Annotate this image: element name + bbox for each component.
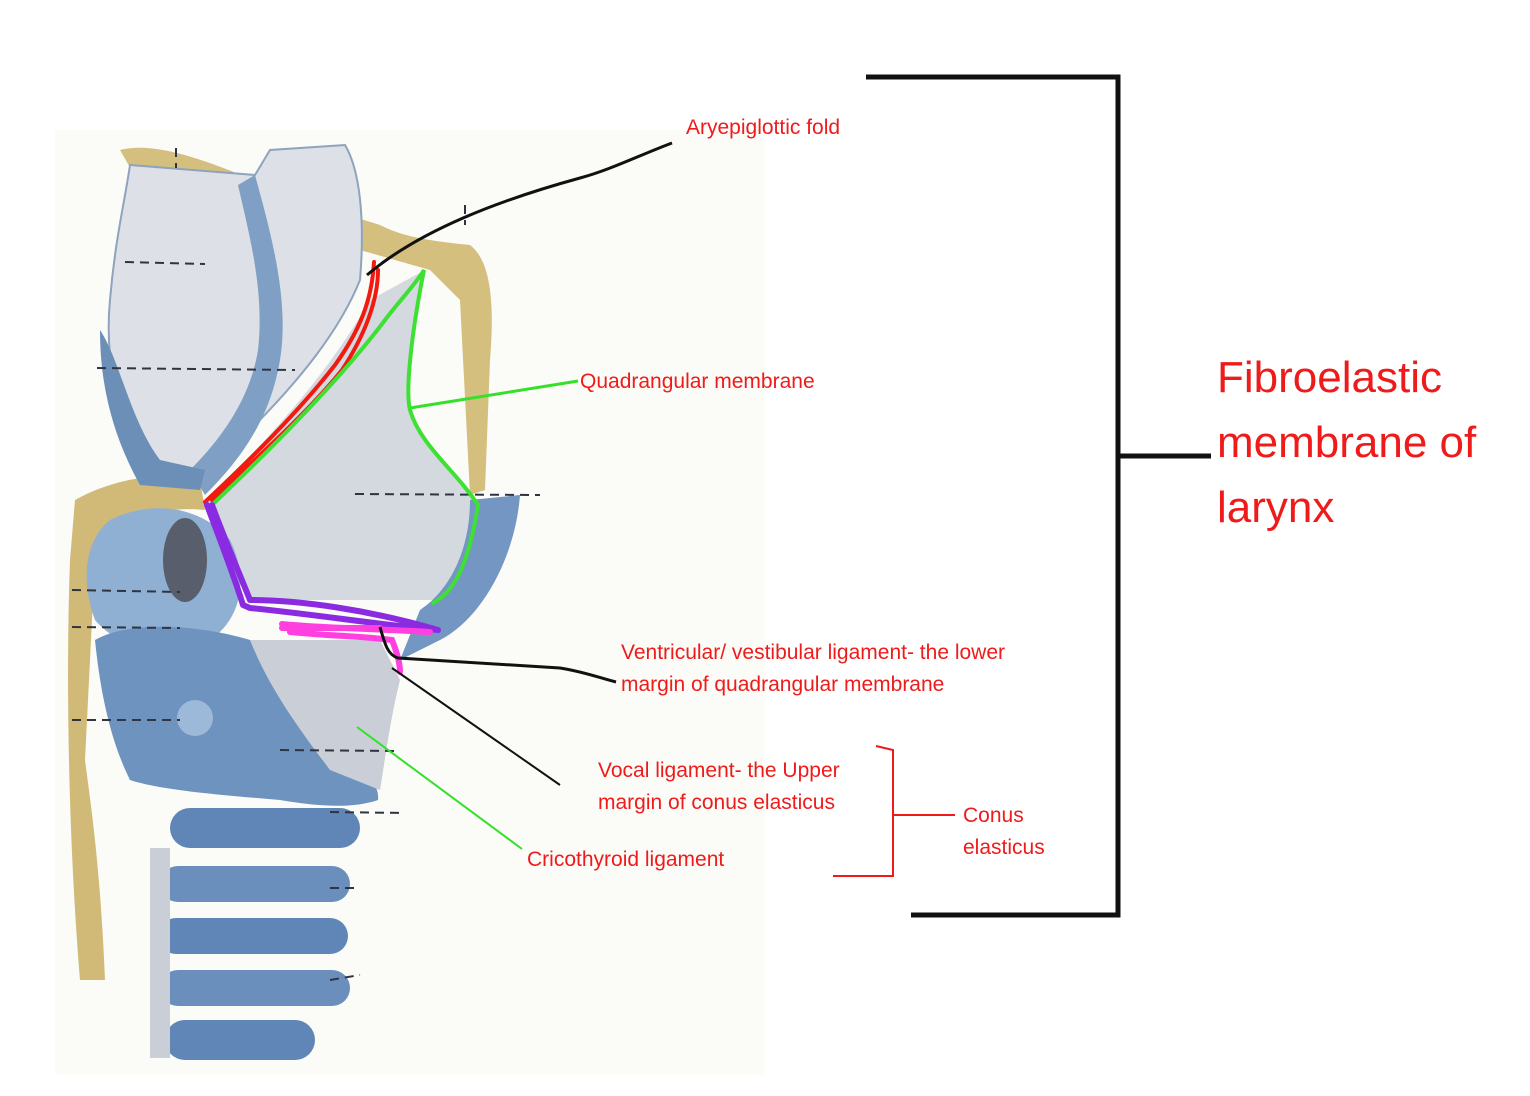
cuneiform-nodule — [163, 518, 207, 602]
conus-elasticus-label-line2: elasticus — [963, 836, 1045, 859]
quadrangular-membrane-label: Quadrangular membrane — [580, 370, 815, 393]
vocal-ligament-label-line1: Vocal ligament- the Upper — [598, 759, 840, 782]
fibroelastic-title-line1: Fibroelastic — [1217, 353, 1442, 402]
aryepiglottic-fold-label: Aryepiglottic fold — [686, 116, 841, 139]
larynx-anatomy-illustration — [55, 130, 765, 1075]
ventricular-ligament-label-line2: margin of quadrangular membrane — [621, 673, 945, 696]
ventricular-ligament-label-line1: Ventricular/ vestibular ligament- the lower — [621, 641, 1006, 664]
fibroelastic-title-line3: larynx — [1217, 483, 1335, 532]
tracheal-ring — [170, 808, 360, 848]
cricothyroid-ligament-label: Cricothyroid ligament — [527, 848, 725, 871]
tracheal-ring — [165, 1020, 315, 1060]
conus-elasticus-bracket — [833, 746, 955, 876]
tracheal-ring — [158, 918, 348, 954]
fibroelastic-title-line2: membrane of — [1217, 418, 1477, 467]
conus-elasticus-label-line1: Conus — [963, 804, 1024, 827]
tracheal-ring — [160, 970, 350, 1006]
cricoid-facet — [177, 700, 213, 736]
vocal-ligament-label-line2: margin of conus elasticus — [598, 791, 835, 814]
tracheal-ring — [160, 866, 350, 902]
trachea-wall — [150, 848, 170, 1058]
fibroelastic-membrane-bracket — [866, 77, 1211, 915]
